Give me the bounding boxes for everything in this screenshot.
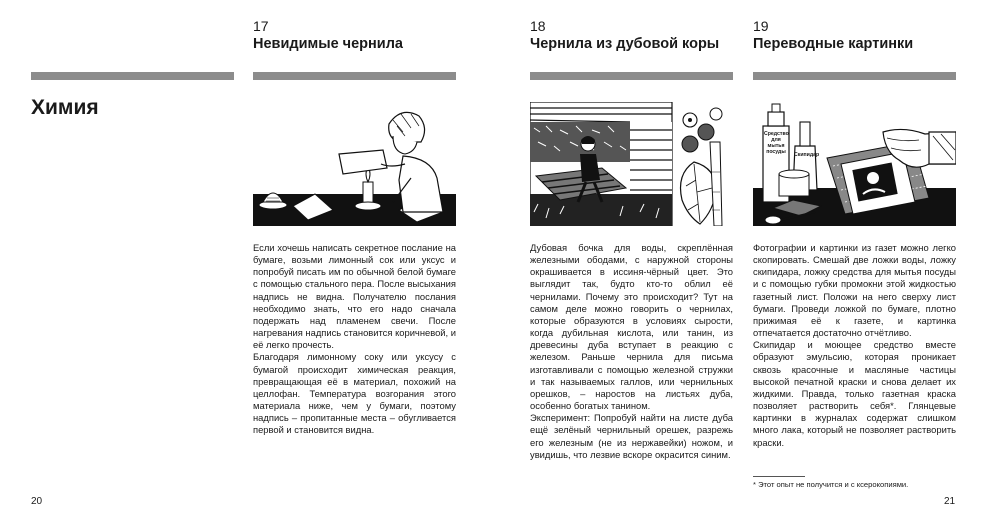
exp17-rule bbox=[253, 72, 456, 80]
exp18-paragraph: Дубовая бочка для воды, скреплённая железными ободами, с наружной стороны окрашивается в иссиня-чёрный цвет. Это выглядит так, будто кто-то облил её чернилами. Почему это происходит? Тут на самом деле можно говорить о чернилах, которые образуются в условиях сырости, когда дубильная кислота, или танин, из древесины дуба вступает в реакцию с железом. Раньше чернила для письма изготавливали с помощью железной стружки и так называемых галлов, или чернильных орешков, – наростов на листьях дуба, особенно богатых танином. bbox=[530, 242, 733, 412]
section-rule bbox=[31, 72, 234, 80]
exp17-body bbox=[253, 242, 456, 437]
exp17-paragraph: Благодаря лимонному соку или уксусу с бумагой происходит химическая реакция, превращающая её в материал, похожий на целлофан. Температура возгорания этого материала ниже, чем у бумаги, поэтому надпись – пропитанные места – обугливается первой и становится видна. bbox=[253, 351, 456, 436]
exp19-illustration bbox=[753, 102, 956, 226]
exp17-illustration bbox=[253, 102, 456, 226]
exp19-number: 19 bbox=[753, 18, 769, 34]
exp19-title: Переводные картинки bbox=[753, 36, 914, 52]
exp19-paragraph: Фотографии и картинки из газет можно легко скопировать. Смешай две ложки воды, ложку скипидара, ложку средства для мытья посуды и с помощью губки промокни этой жидкостью газетный лист. Положи на него сверху лист бумаги. Проведи ложкой по бумаге, плотно прижимая её к газете, и картинка отпечатается достаточно отчётливо. bbox=[753, 242, 956, 339]
exp18-body bbox=[530, 242, 733, 461]
exp17-paragraph: Если хочешь написать секретное послание на бумаге, возьми лимонный сок или уксус и попробуй писать им по обычной белой бумаге с помощью стального пера. После высыхания надпись не видна. Получателю послания необходимо знать, что его надо сначала подержать над пламенем свечи. После нагревания надпись становится коричневой, и её легко прочесть. bbox=[253, 242, 456, 351]
bottle-label: Средство для мытья посуды bbox=[764, 131, 789, 155]
jar-label: Скипидар bbox=[794, 152, 820, 158]
section-title: Химия bbox=[31, 96, 99, 119]
exp18-illustration bbox=[530, 102, 733, 226]
exp18-rule bbox=[530, 72, 733, 80]
exp18-paragraph: Эксперимент: Попробуй найти на листе дуба ещё зелёный чернильный орешек, разрежь его железным (не из нержавейки) ножом, и увидишь, что лезвие вскоре окрасится синим. bbox=[530, 412, 733, 460]
exp17-number: 17 bbox=[253, 18, 269, 34]
exp19-rule bbox=[753, 72, 956, 80]
footnote-rule bbox=[753, 476, 805, 477]
exp19-body bbox=[753, 242, 956, 449]
exp18-number: 18 bbox=[530, 18, 546, 34]
exp19-paragraph: Скипидар и моющее средство вместе образуют эмульсию, которая проникает сквозь красочные и масляные частицы высокой печатной краски и снова делает их жидкими. Правда, только газетная краска позволяет растворить себя*. Глянцевые картинки в журналах содержат слишком много лака, который не позволяет растворить краски. bbox=[753, 339, 956, 448]
page-number-left: 20 bbox=[31, 496, 43, 507]
page-number-right: 21 bbox=[944, 496, 956, 507]
exp18-title: Чернила из дубовой коры bbox=[530, 36, 720, 52]
exp17-title: Невидимые чернила bbox=[253, 36, 403, 52]
footnote: * Этот опыт не получится и с ксерокопиями. bbox=[753, 480, 909, 489]
